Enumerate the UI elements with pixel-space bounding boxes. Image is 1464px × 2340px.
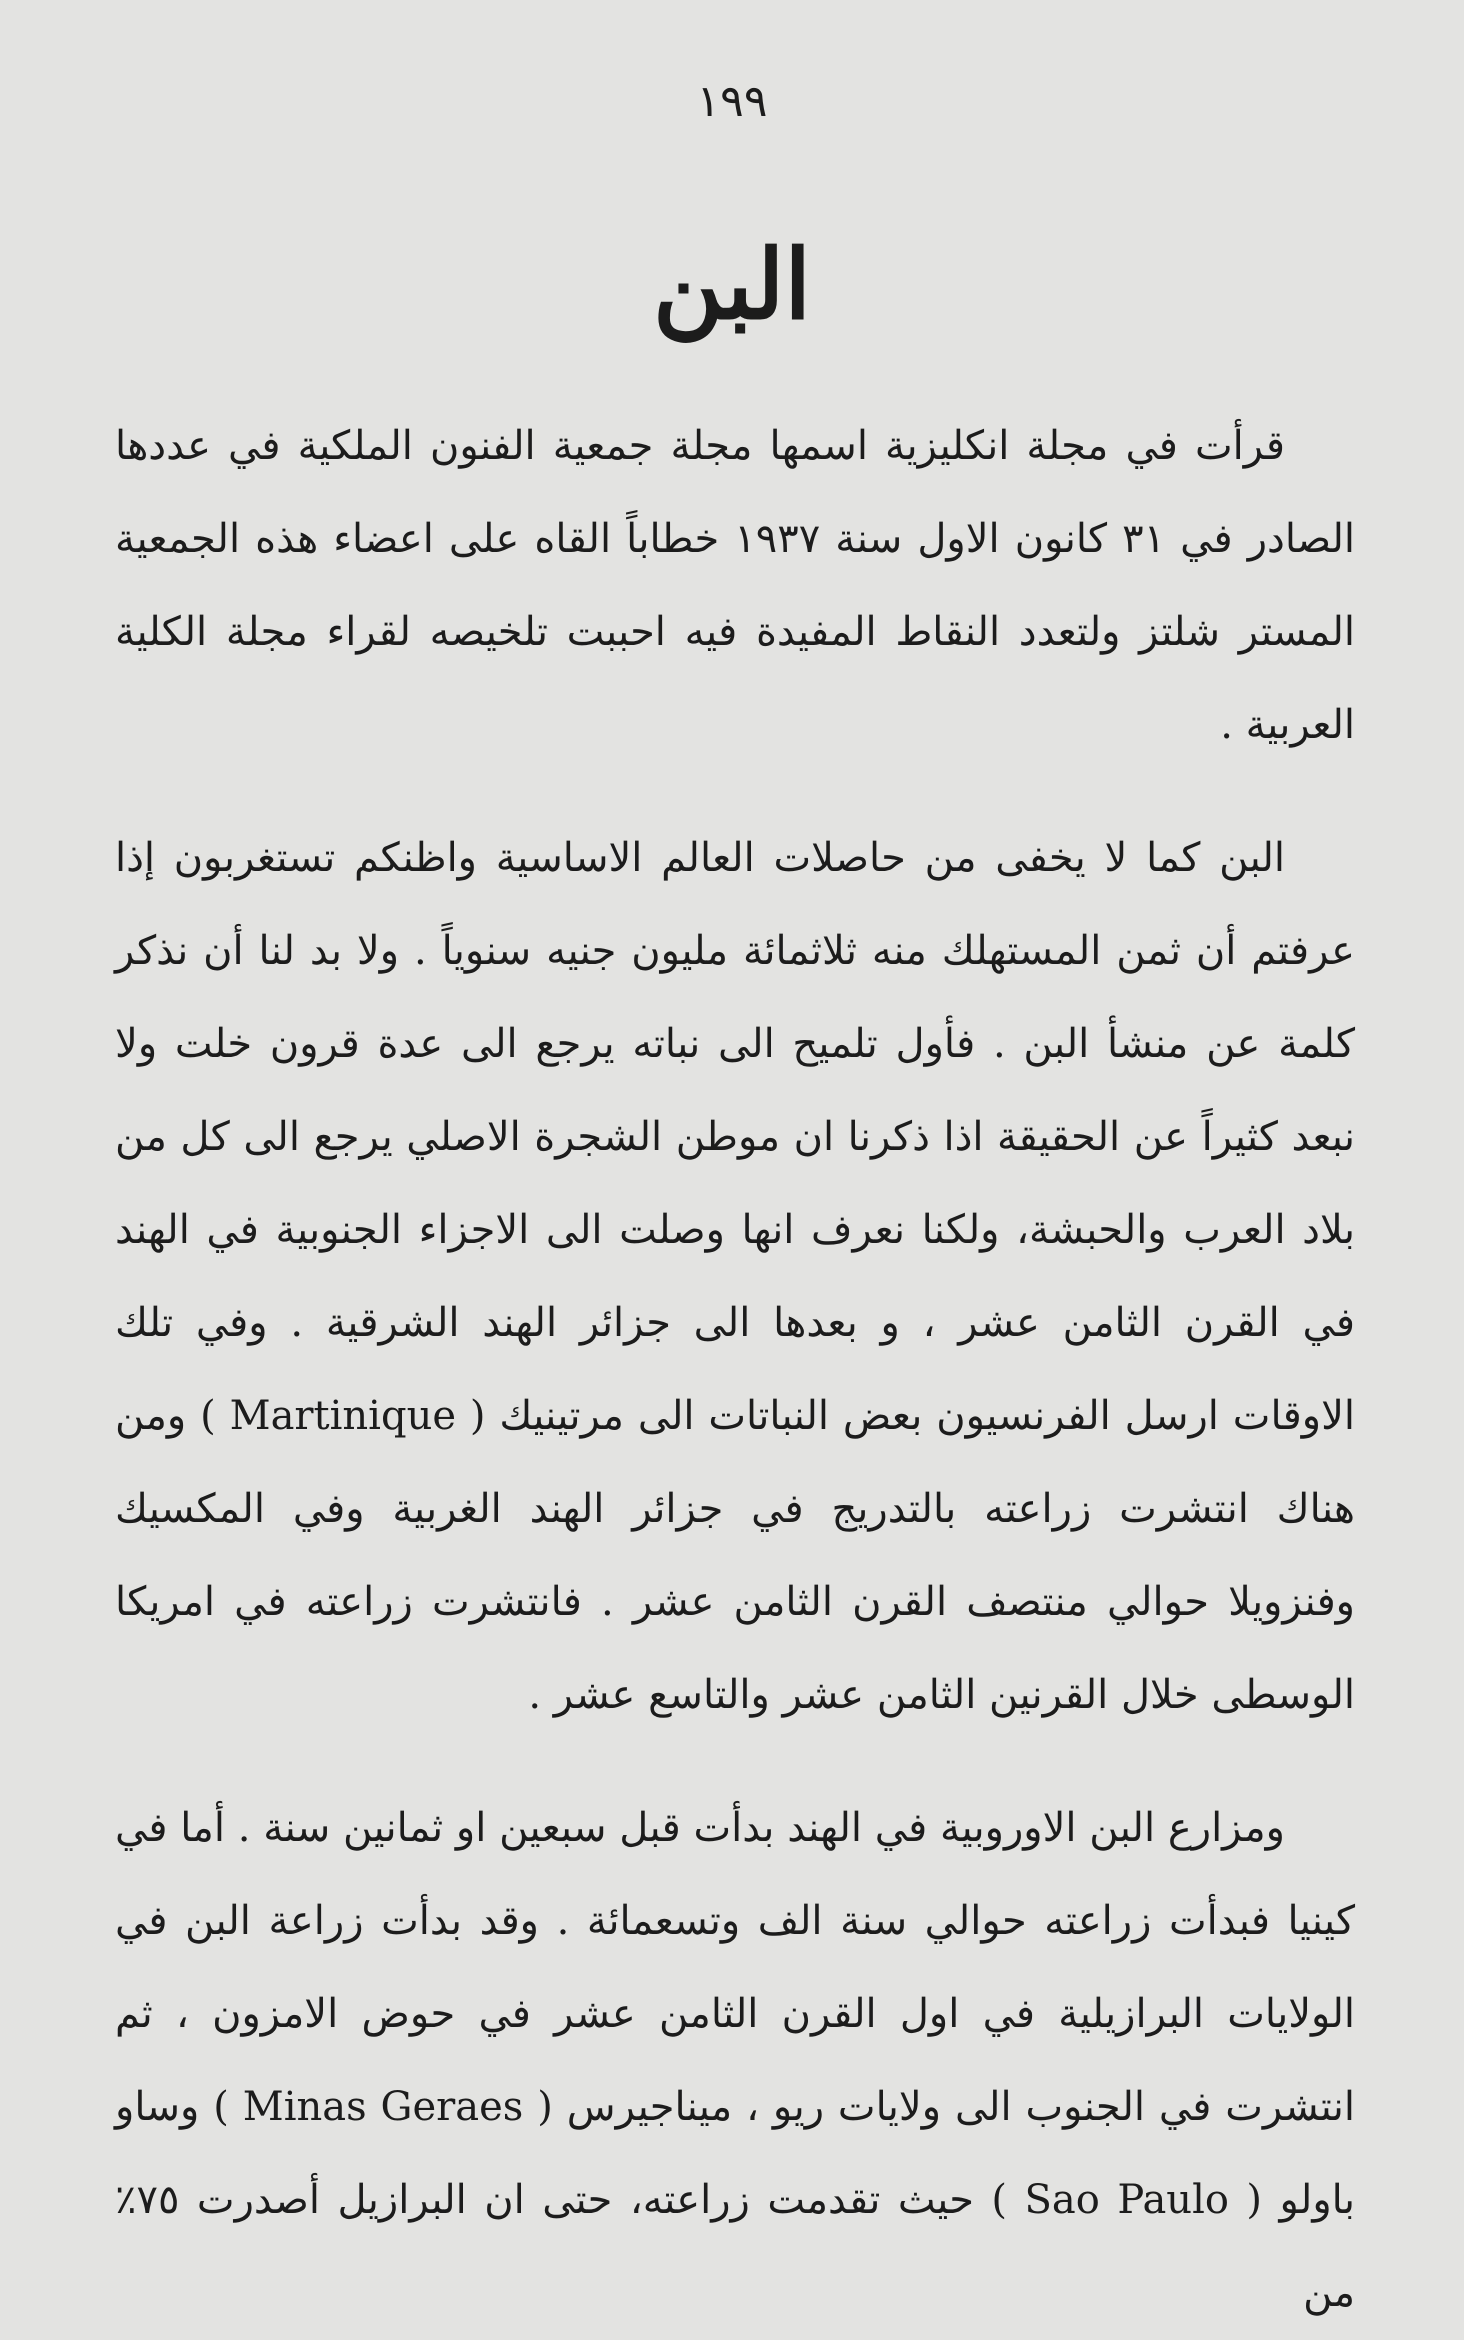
page-number: ١٩٩	[696, 76, 768, 127]
paragraph-plantations: ومزارع البن الاوروبية في الهند بدأت قبل سبعين او ثمانين سنة . أما في كينيا فبدأت زراعته حوالي سنة الف وتسعمائة . وقد بدأت زراعة البن في الولايات البرازيلية في اول القرن الثامن عشر في حوض الامزون ، ثم انتشرت في الجنوب الى ولايات ريو ، ميناجيرس ( Minas Geraes ) وساو باولو ( Sao Paulo ) حيث تقدمت زراعته، حتى ان البرازيل أصدرت ٧٥٪ من	[115, 1805, 1356, 2316]
article-body	[115, 400, 1355, 2340]
article-title: البن	[653, 228, 811, 341]
paragraph-intro: قرأت في مجلة انكليزية اسمها مجلة جمعية الفنون الملكية في عددها الصادر في ٣١ كانون الاول سنة ١٩٣٧ خطاباً القاه على اعضاء هذه الجمعية المستر شلتز ولتعدد النقاط المفيدة فيه احببت تلخيصه لقراء مجلة الكلية العربية .	[115, 423, 1355, 748]
paragraph-origin: البن كما لا يخفى من حاصلات العالم الاساسية واظنكم تستغربون إذا عرفتم أن ثمن المستهلك منه ثلاثمائة مليون جنيه سنوياً . ولا بد لنا أن نذكر كلمة عن منشأ البن . فأول تلميح الى نباته يرجع الى عدة قرون خلت ولا نبعد كثيراً عن الحقيقة اذا ذكرنا ان موطن الشجرة الاصلي يرجع الى كل من بلاد العرب والحبشة، ولكنا نعرف انها وصلت الى الاجزاء الجنوبية في الهند في القرن الثامن عشر ، و بعدها الى جزائر الهند الشرقية . وفي تلك الاوقات ارسل الفرنسيون بعض النباتات الى مرتينيك ( Martinique ) ومن هناك انتشرت زراعته بالتدريج في جزائر الهند الغربية وفي المكسيك وفنزويلا حوالي منتصف القرن الثامن عشر . فانتشرت زراعته في امريكا الوسطى خلال القرنين الثامن عشر والتاسع عشر .	[115, 835, 1356, 1718]
